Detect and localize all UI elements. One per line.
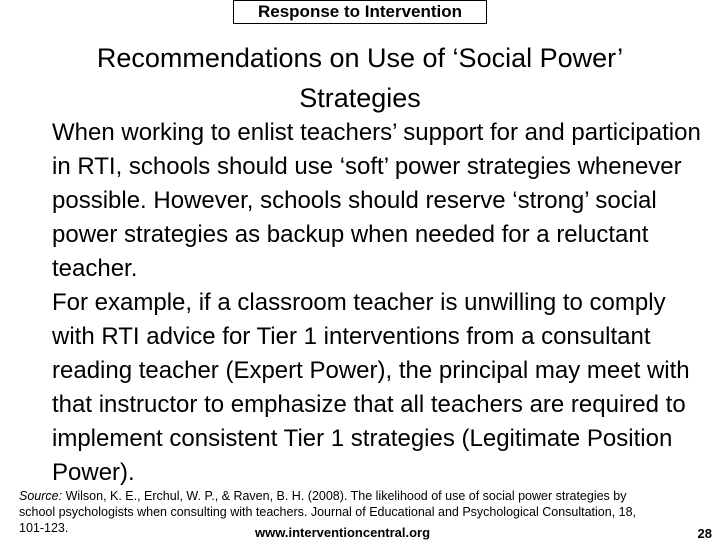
header-banner: Response to Intervention xyxy=(233,0,487,24)
slide-title: Recommendations on Use of ‘Social Power’ Strategies xyxy=(96,43,624,113)
footer-url[interactable]: www.interventioncentral.org xyxy=(255,525,431,540)
source-text: Wilson, K. E., Erchul, W. P., & Raven, B. H. (2008). The likelihood of use of social power strategies by school psychologists when consulting with teachers. Journal of Educational and Psychological Consultation, 18, 101-123. xyxy=(19,489,637,535)
body-paragraph-2: For example, if a classroom teacher is unwilling to comply with RTI advice for Tier 1 interventions from a consultant reading teacher (Expert Power), the principal may meet with that instructor to emphasize that all teachers are required to implement consistent Tier 1 strategies (Legitimate Position Power). xyxy=(52,289,690,486)
body-paragraph-1: When working to enlist teachers’ support for and participation in RTI, schools should use ‘soft’ power strategies whenever possible. However, schools should reserve ‘strong’ social power strategies as backup when needed for a reluctant teacher. xyxy=(52,119,701,282)
source-label: Source: xyxy=(19,489,63,503)
page-number: 28 xyxy=(697,526,712,541)
slide-body xyxy=(52,116,712,490)
